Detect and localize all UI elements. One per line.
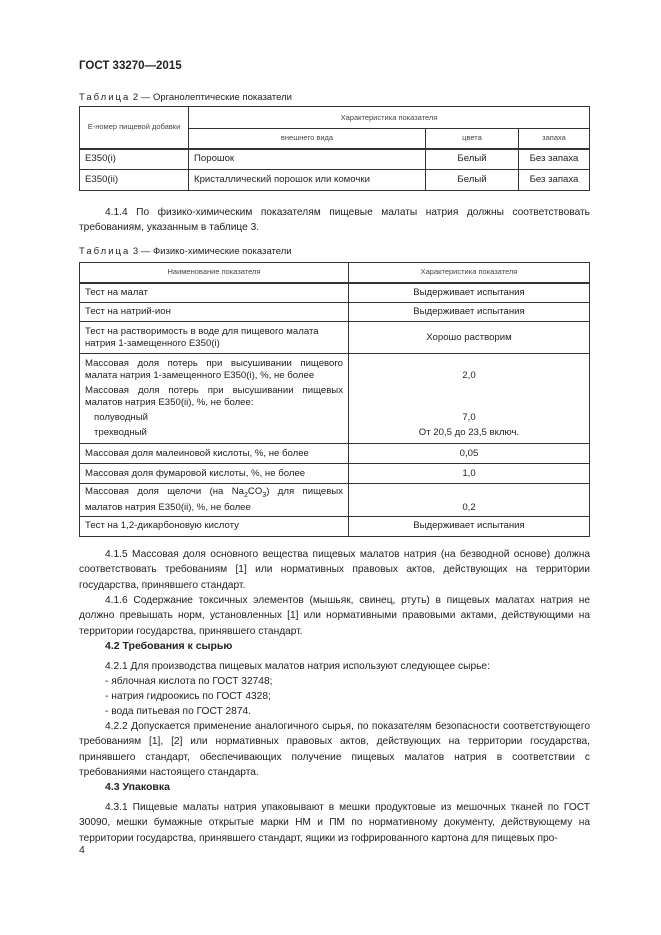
table-row — [80, 464, 590, 484]
cell: Выдерживает испытания — [349, 283, 590, 303]
cell: 1,0 — [349, 464, 590, 484]
cell-line: полуводный — [94, 412, 148, 423]
cell-line: От 20,5 до 23,5 включ. — [418, 427, 520, 438]
cell: 0,2 — [349, 484, 590, 517]
table-row — [80, 484, 590, 517]
paragraph-4-2-2: 4.2.2 Допускается применение аналогичного сырья, по показателям безопасности соответствующего требованиям [1], [2] или нормативных правовых актов, действующих на территории государства, принявшего стандарт, обеспечивающих получение пищевых малатов натрия в соответствии с требованиями настоящего стандарта. — [79, 721, 590, 779]
table-row — [80, 303, 590, 322]
section-4-3-title: 4.3 Упаковка — [105, 781, 170, 793]
list-item: - яблочная кислота по ГОСТ 32748; — [105, 676, 273, 687]
cell: Кристаллический порошок или комочки — [189, 170, 426, 191]
paragraph-4-1-5: 4.1.5 Массовая доля основного вещества пищевых малатов натрия (на безводной основе) должна соответствовать требованиям [1] или нормативных правовых актов, действующих на территории государства, принявшего стандарт. — [79, 549, 590, 591]
cell: Массовая доля малеиновой кислоты, %, не более — [80, 444, 349, 464]
table-row — [80, 444, 590, 464]
subscript: 2 — [244, 491, 248, 499]
cell: Тест на малат — [80, 283, 349, 303]
page-number: 4 — [79, 844, 85, 856]
list-item: - натрия гидроокись по ГОСТ 4328; — [105, 691, 271, 702]
cell-line: Массовая доля потерь при высушивании пищевых малатов натрия Е350(ii), %, не более: — [85, 385, 343, 408]
paragraph-4-1-4: 4.1.4 По физико-химическим показателям пищевые малаты натрия должны соответствовать требованиям, указанным в таблице 3. — [79, 207, 590, 234]
cell-line: Массовая доля потерь при высушивании пищевого малата натрия 1-замещенного Е350(i), %, не более — [85, 358, 343, 381]
paragraph-4-3-1: 4.3.1 Пищевые малаты натрия упаковывают в мешки продуктовые из мешочных тканей по ГОСТ 30090, мешки бумажные открытые марки НМ и ПМ по нормативному документу, действующему на территории государства, принявшего стандарт, ящики из гофрированного картона для пищевых про- — [79, 802, 590, 844]
cell: Белый — [426, 170, 519, 191]
caption-prefix: Таблица — [79, 92, 131, 103]
table2-caption — [79, 92, 292, 103]
col-group: Характеристика показателя — [189, 107, 590, 129]
col-look: внешнего вида — [189, 129, 426, 149]
document-header: ГОСТ 33270—2015 — [79, 60, 182, 72]
cell — [80, 484, 349, 517]
table-organoleptic — [79, 106, 590, 191]
cell: Без запаха — [519, 170, 590, 191]
cell: Тест на 1,2-дикарбоновую кислоту — [80, 516, 349, 536]
col-color: цвета — [426, 129, 519, 149]
table-row — [80, 283, 590, 303]
caption-prefix: Таблица — [79, 246, 131, 257]
cell: Выдерживает испытания — [349, 303, 590, 322]
text: CO — [247, 486, 263, 497]
cell: Выдерживает испытания — [349, 516, 590, 536]
cell: E350(i) — [80, 149, 189, 170]
cell-line: 2,0 — [462, 370, 476, 381]
col-enumber: Е-номер пищевой добавки — [80, 107, 189, 149]
table-row — [80, 149, 590, 170]
cell: Белый — [426, 149, 519, 170]
subscript: 3 — [262, 491, 267, 499]
section-4-2-title: 4.2 Требования к сырью — [105, 640, 233, 652]
caption-text: 2 — Органолептические показатели — [130, 92, 292, 103]
text: Массовая доля щелочи (на Na — [85, 486, 245, 497]
paragraph-4-1-6: 4.1.6 Содержание токсичных элементов (мышьяк, свинец, ртуть) в пищевых малатах натрия не должно превышать норм, установленных [1] или нормативными правовыми актами, действующими на территории государства, принявшего стандарт. — [79, 595, 590, 637]
text: ) для пищевых малатов натрия Е350(ii), %, не более — [85, 486, 343, 513]
table-physicochemical — [79, 262, 590, 537]
table3-caption — [79, 246, 292, 257]
paragraph-4-2-1: 4.2.1 Для производства пищевых малатов натрия используют следующее сырье: — [105, 661, 490, 672]
col-smell: запаха — [519, 129, 590, 149]
table-row — [80, 354, 590, 444]
cell: Без запаха — [519, 149, 590, 170]
table-row — [80, 322, 590, 354]
caption-text: 3 — Физико-химические показатели — [130, 246, 292, 257]
table-row — [80, 516, 590, 536]
cell: 0,05 — [349, 444, 590, 464]
cell: Тест на натрий-ион — [80, 303, 349, 322]
cell: Тест на растворимость в воде для пищевого малата натрия 1-замещенного Е350(i) — [80, 322, 349, 354]
col-name: Наименование показателя — [80, 263, 349, 283]
table-row — [80, 170, 590, 191]
cell: E350(ii) — [80, 170, 189, 191]
cell: Массовая доля фумаровой кислоты, %, не более — [80, 464, 349, 484]
cell: Порошок — [189, 149, 426, 170]
cell: Хорошо растворим — [349, 322, 590, 354]
cell-line: трехводный — [94, 427, 147, 438]
col-char: Характеристика показателя — [349, 263, 590, 283]
list-item: - вода питьевая по ГОСТ 2874. — [105, 706, 252, 717]
cell-line: 7,0 — [462, 412, 476, 423]
